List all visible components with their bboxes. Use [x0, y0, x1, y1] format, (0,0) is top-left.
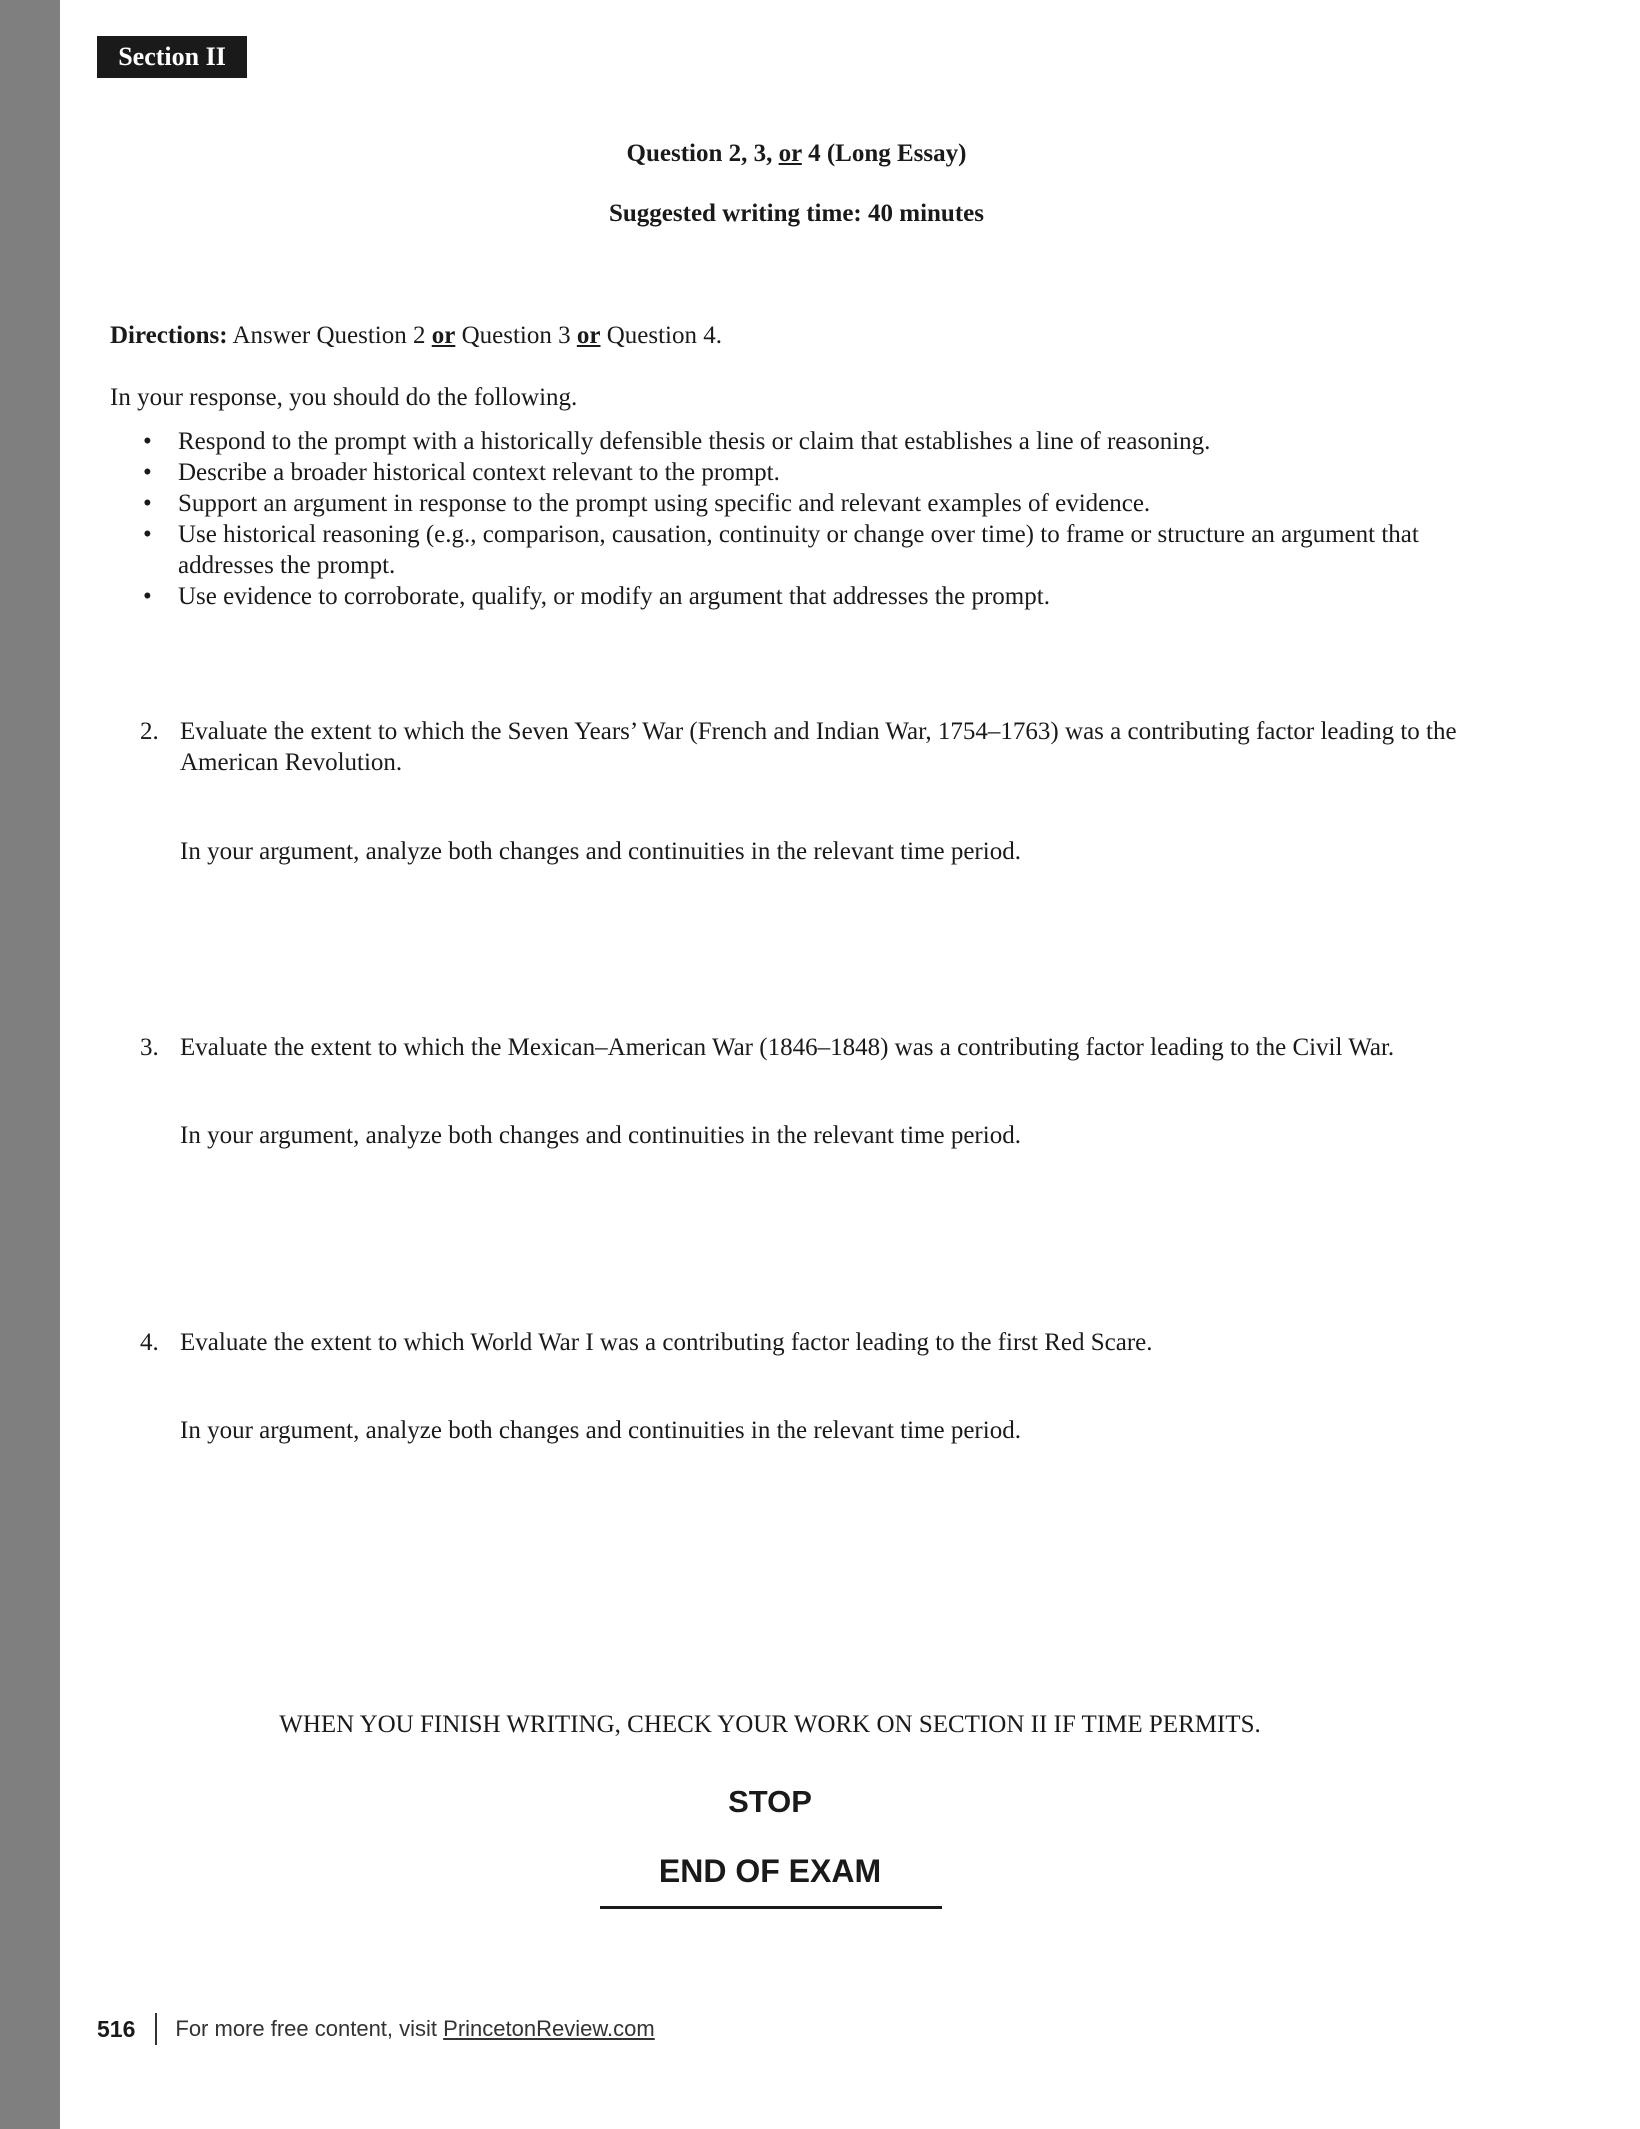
question-4 [140, 1327, 1485, 1358]
footer-divider [155, 2013, 157, 2045]
page-side-bar [0, 0, 60, 2129]
requirements-list [143, 426, 1483, 612]
end-rule [600, 1906, 942, 1909]
question-text: Evaluate the extent to which the Seven Years’ War (French and Indian War, 1754–1763) was a contributing factor leading to the American Revolution. [180, 718, 1457, 776]
question-number: 4. [140, 1329, 159, 1356]
section-tag: Section II [97, 36, 247, 78]
requirement-context: • Describe a broader historical context relevant to the prompt. [143, 457, 1483, 488]
question-2-instruction: In your argument, analyze both changes and continuities in the relevant time period. [180, 838, 1021, 865]
requirement-thesis: • Respond to the prompt with a historically defensible thesis or claim that establishes a line of reasoning. [143, 426, 1483, 457]
stop-heading: STOP [728, 1784, 812, 1819]
question-4-instruction: In your argument, analyze both changes and continuities in the relevant time period. [180, 1417, 1021, 1444]
question-number: 3. [140, 1034, 159, 1061]
directions-text-2: Question 3 [461, 322, 571, 349]
requirement-evidence: • Support an argument in response to the prompt using specific and relevant examples of evidence. [143, 488, 1483, 519]
title-post: 4 (Long Essay) [808, 140, 967, 167]
directions-text-3: Question 4. [606, 322, 723, 349]
directions-text-1: Answer Question 2 [232, 322, 426, 349]
question-3-instruction: In your argument, analyze both changes and continuities in the relevant time period. [180, 1122, 1021, 1149]
requirement-complexity: • Use evidence to corroborate, qualify, or modify an argument that addresses the prompt. [143, 581, 1483, 612]
writing-time: Suggested writing time: 40 minutes [609, 200, 984, 227]
end-of-exam-heading: END OF EXAM [658, 1853, 882, 1889]
directions [110, 320, 722, 351]
requirement-reasoning: • Use historical reasoning (e.g., comparison, causation, continuity or change over time) to frame or structure an argument that addresses the prompt. [143, 519, 1483, 581]
question-text: Evaluate the extent to which the Mexican–American War (1846–1848) was a contributing factor leading to the Civil War. [180, 1034, 1395, 1061]
directions-or-1: or [431, 322, 456, 349]
directions-or-2: or [576, 322, 601, 349]
title-or: or [778, 140, 802, 167]
page-number: 516 [97, 2015, 136, 2042]
question-2 [140, 716, 1485, 778]
intro-text: In your response, you should do the following. [110, 384, 578, 411]
finish-note: WHEN YOU FINISH WRITING, CHECK YOUR WORK ON SECTION II IF TIME PERMITS. [279, 1711, 1261, 1738]
page-footer [97, 2012, 655, 2046]
page-title [60, 140, 1533, 168]
question-text: Evaluate the extent to which World War I was a contributing factor leading to the first Red Scare. [180, 1329, 1153, 1356]
question-3 [140, 1032, 1485, 1063]
title-pre: Question 2, 3, [626, 140, 773, 167]
directions-label: Directions: [110, 322, 228, 349]
footer-text: For more free content, visit [175, 2016, 438, 2041]
question-number: 2. [140, 718, 159, 745]
footer-link[interactable]: PrincetonReview.com [443, 2016, 655, 2041]
